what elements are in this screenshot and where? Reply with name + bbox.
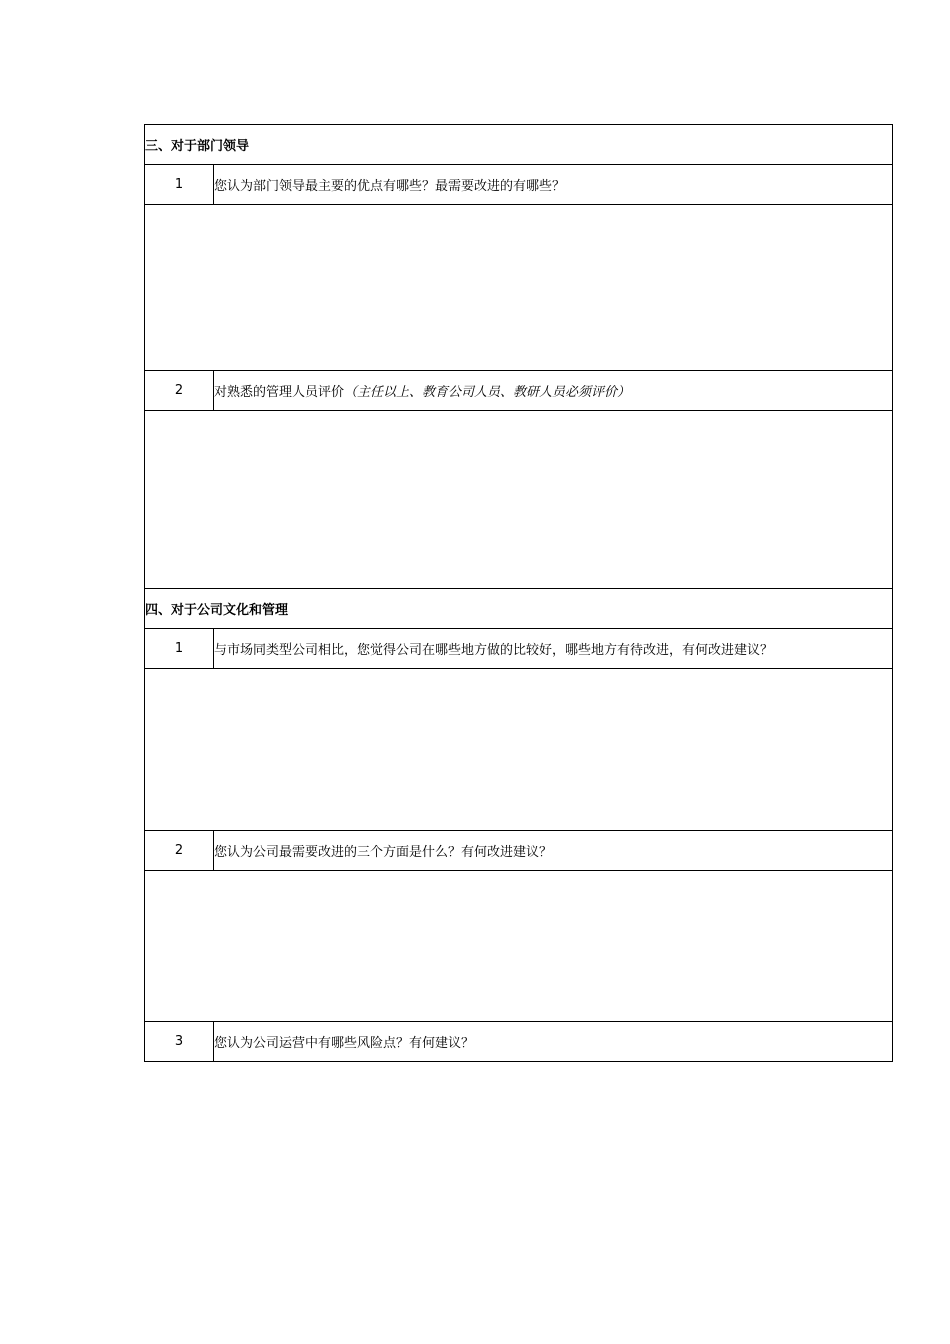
answer-field[interactable] [145, 205, 893, 371]
question-text: 您认为公司最需要改进的三个方面是什么？有何改进建议？ [214, 831, 893, 871]
question-note: （主任以上、教育公司人员、教研人员必须评价） [344, 385, 631, 400]
answer-area[interactable] [145, 871, 893, 1022]
answer-field[interactable] [145, 411, 893, 589]
question-row [145, 831, 893, 871]
question-text: 您认为部门领导最主要的优点有哪些？最需要改进的有哪些？ [214, 165, 893, 205]
section-title: 三、对于部门领导 [145, 125, 893, 165]
survey-form-table [144, 124, 893, 1062]
answer-field[interactable] [145, 669, 893, 831]
question-number: 2 [145, 831, 214, 871]
section-header-culture-management [145, 589, 893, 629]
question-row [145, 165, 893, 205]
question-row [145, 1022, 893, 1062]
question-text: 您认为公司运营中有哪些风险点？有何建议？ [214, 1022, 893, 1062]
question-number: 1 [145, 629, 214, 669]
question-number: 2 [145, 371, 214, 411]
answer-area[interactable] [145, 411, 893, 589]
answer-area[interactable] [145, 669, 893, 831]
answer-area[interactable] [145, 205, 893, 371]
answer-field[interactable] [145, 871, 893, 1022]
question-row [145, 371, 893, 411]
section-title: 四、对于公司文化和管理 [145, 589, 893, 629]
question-text: 对熟悉的管理人员评价 [214, 385, 345, 400]
question-number: 3 [145, 1022, 214, 1062]
question-text: 与市场同类型公司相比，您觉得公司在哪些地方做的比较好，哪些地方有待改进，有何改进建议？ [214, 629, 893, 669]
question-cell [214, 371, 893, 411]
question-row [145, 629, 893, 669]
section-header-department-leader [145, 125, 893, 165]
question-number: 1 [145, 165, 214, 205]
